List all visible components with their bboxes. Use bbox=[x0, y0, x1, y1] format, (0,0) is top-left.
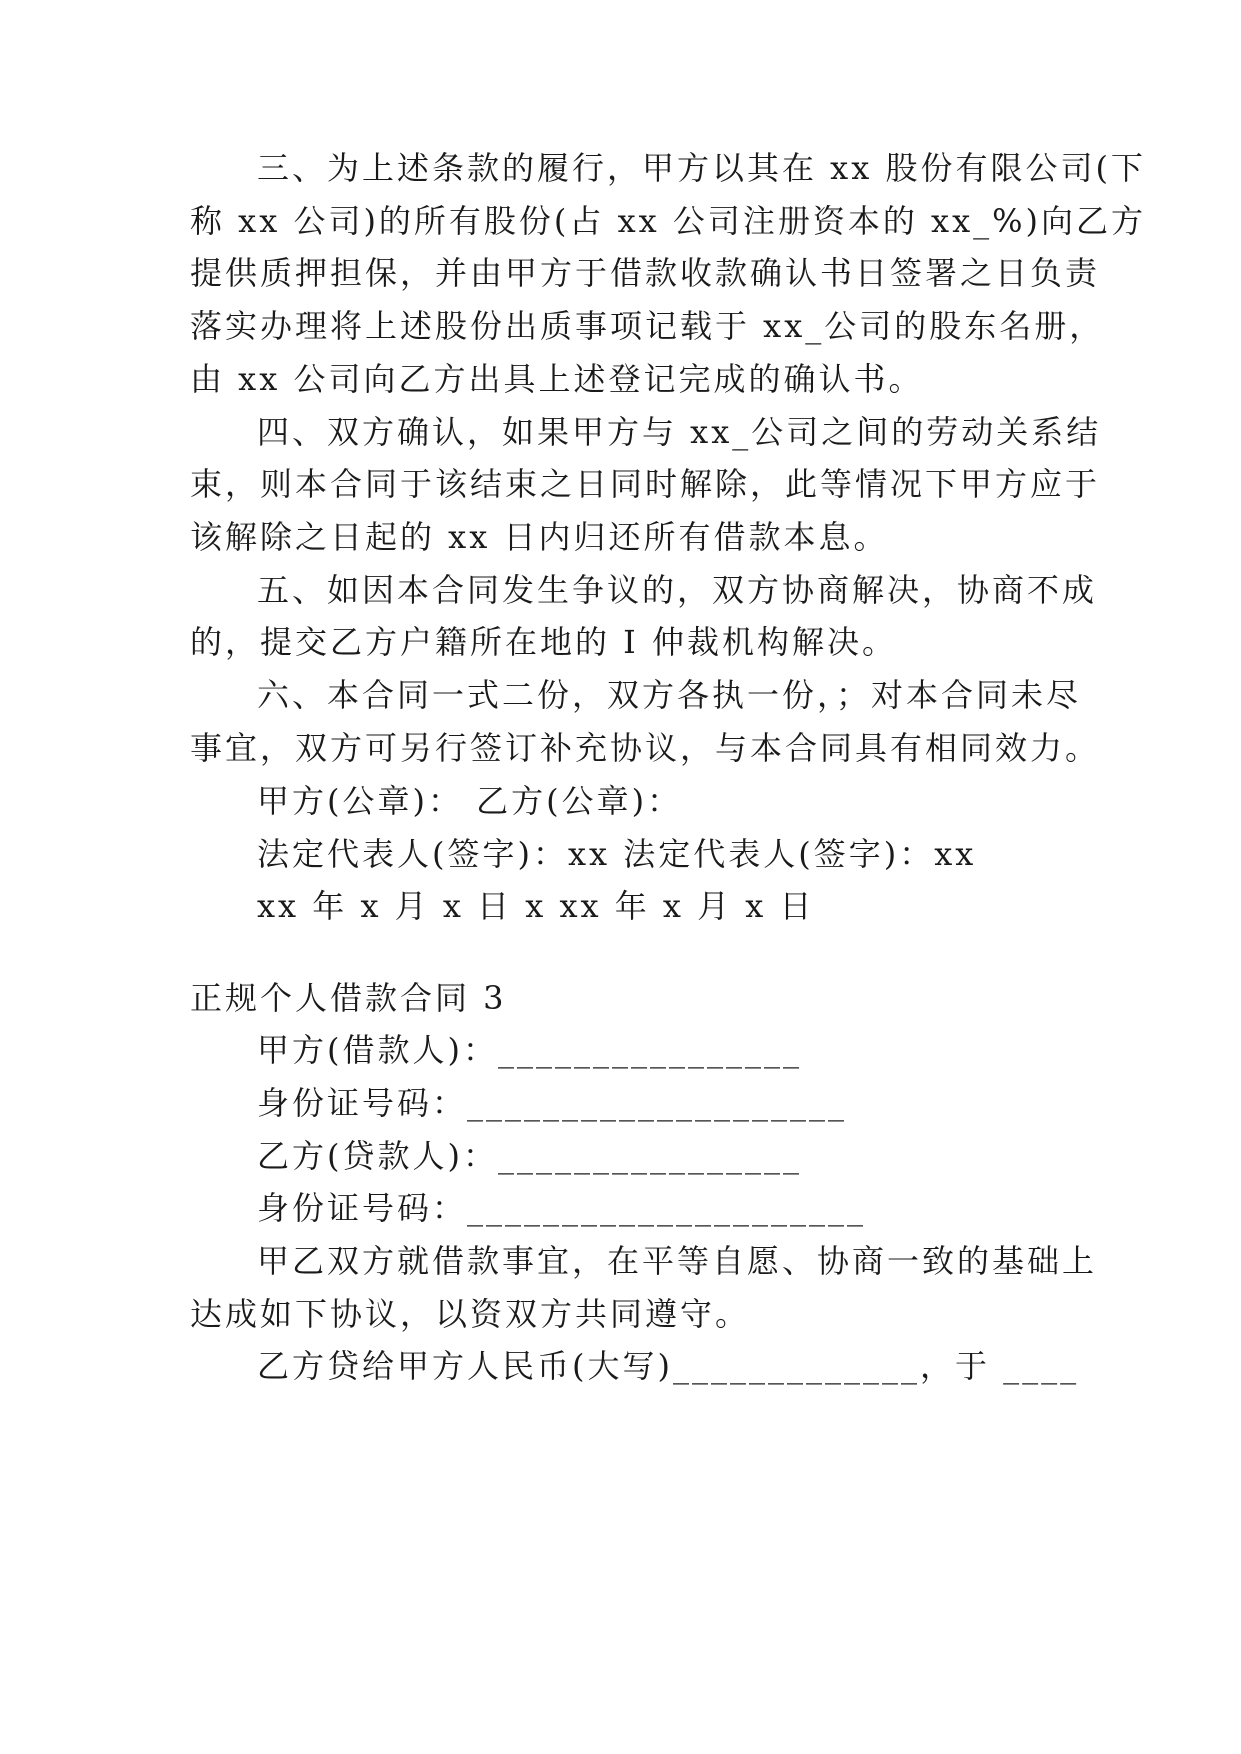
section5-line-2: 的，提交乙方户籍所在地的 I 仲裁机构解决。 bbox=[190, 623, 897, 661]
section3-line-1: 三、为上述条款的履行，甲方以其在 xx 股份有限公司(下 bbox=[257, 149, 1146, 187]
contract3-party-a: 甲方(借款人)：________________ bbox=[257, 1031, 802, 1069]
section6-line-1: 六、本合同一式二份，双方各执一份，；对本合同未尽 bbox=[257, 676, 1082, 714]
section3-line-4: 落实办理将上述股份出质事项记载于 xx_公司的股东名册， bbox=[190, 307, 1105, 345]
section4-line-3: 该解除之日起的 xx 日内归还所有借款本息。 bbox=[190, 518, 889, 556]
contract3-preamble-line-2: 达成如下协议，以资双方共同遵守。 bbox=[190, 1295, 751, 1333]
signature-date-line: xx 年 x 月 x 日 x xx 年 x 月 x 日 bbox=[257, 887, 815, 925]
section3-line-3: 提供质押担保，并由甲方于借款收款确认书日签署之日负责 bbox=[190, 254, 1101, 292]
signature-representative-line: 法定代表人(签字)：xx 法定代表人(签字)：xx bbox=[257, 835, 977, 873]
contract3-party-b: 乙方(贷款人)：________________ bbox=[257, 1137, 802, 1175]
section6-line-2: 事宜，双方可另行签订补充协议，与本合同具有相同效力。 bbox=[190, 729, 1101, 767]
contract3-loan-line: 乙方贷给甲方人民币(大写)_____________，于 ____ bbox=[257, 1347, 1080, 1385]
signature-seal-line: 甲方(公章)： 乙方(公章)： bbox=[257, 782, 683, 820]
section3-line-2: 称 xx 公司)的所有股份(占 xx 公司注册资本的 xx_%)向乙方 bbox=[190, 202, 1147, 240]
contract3-party-b-id: 身份证号码：_____________________ bbox=[257, 1189, 867, 1227]
section4-line-1: 四、双方确认，如果甲方与 xx_公司之间的劳动关系结 bbox=[257, 413, 1102, 451]
contract3-title: 正规个人借款合同 3 bbox=[190, 979, 507, 1017]
contract3-party-a-id: 身份证号码：____________________ bbox=[257, 1084, 848, 1122]
section4-line-2: 束，则本合同于该结束之日同时解除，此等情况下甲方应于 bbox=[190, 465, 1101, 503]
section5-line-1: 五、如因本合同发生争议的，双方协商解决，协商不成 bbox=[257, 571, 1098, 609]
section3-line-5: 由 xx 公司向乙方出具上述登记完成的确认书。 bbox=[190, 360, 924, 398]
contract3-preamble-line-1: 甲乙双方就借款事宜，在平等自愿、协商一致的基础上 bbox=[257, 1242, 1098, 1280]
